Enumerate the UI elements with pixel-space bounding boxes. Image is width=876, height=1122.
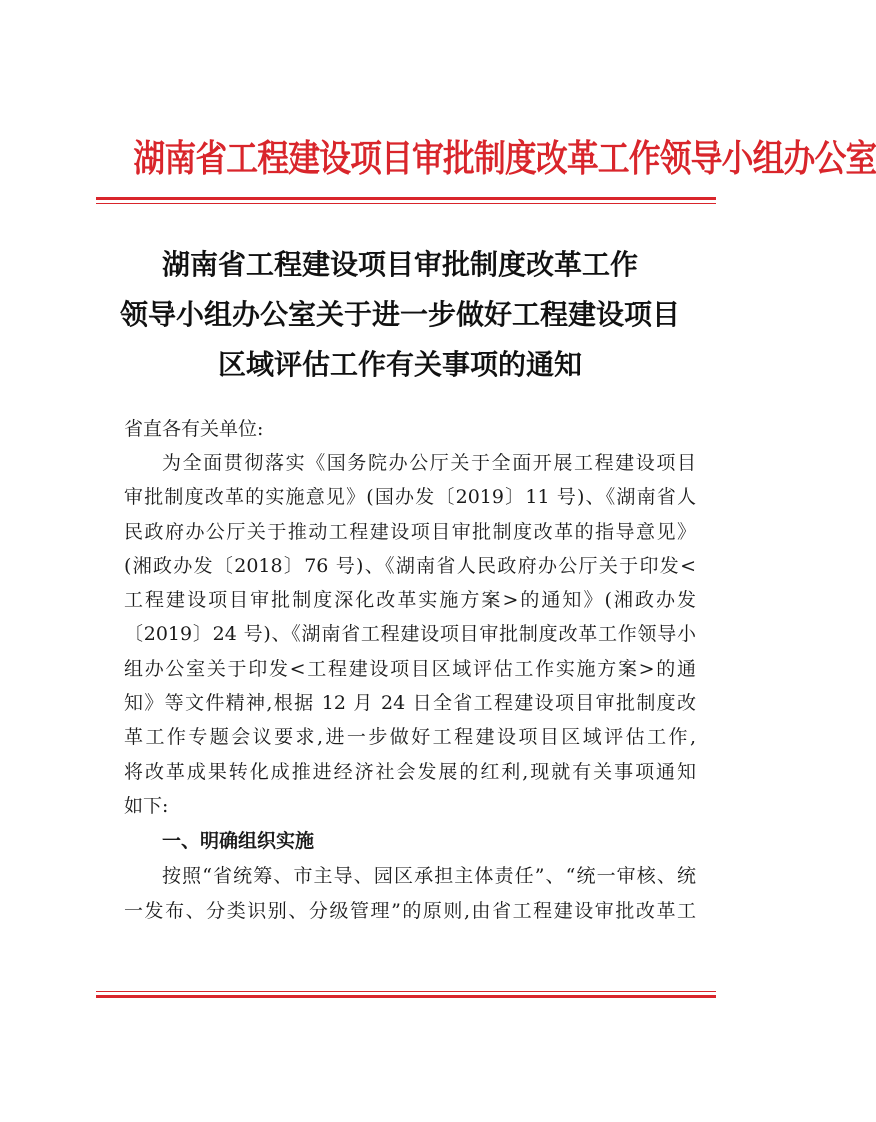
text-line: 将改革成果转化成推进经济社会发展的红利,现就有关事项通知 xyxy=(124,760,696,783)
text-line: 〔2019〕24 号)、《湖南省工程建设项目审批制度改革工作领导小 xyxy=(124,623,696,646)
header-rule-thin xyxy=(96,203,716,204)
text-line: 一发布、分类识别、分级管理”的原则,由省工程建设审批改革工 xyxy=(124,899,696,922)
text-line: (湘政办发〔2018〕76 号)、《湖南省人民政府办公厅关于印发< xyxy=(124,554,696,577)
header-rule-thick xyxy=(96,197,716,200)
text-line: 审批制度改革的实施意见》(国办发〔2019〕11 号)、《湖南省人 xyxy=(124,486,696,509)
footer-rule-thick xyxy=(96,995,716,998)
footer-rule-thin xyxy=(96,991,716,992)
paragraph-2 xyxy=(124,859,696,928)
section-heading-1: 一、明确组织实施 xyxy=(162,830,315,853)
text-line: 按照“省统筹、市主导、园区承担主体责任”、“统一审核、统 xyxy=(162,865,696,888)
salutation: 省直各有关单位: xyxy=(124,418,264,440)
text-line: 革工作专题会议要求,进一步做好工程建设项目区域评估工作, xyxy=(124,726,696,749)
text-line: 民政府办公厅关于推动工程建设项目审批制度改革的指导意见》 xyxy=(124,520,696,543)
title-line-1: 湖南省工程建设项目审批制度改革工作 xyxy=(161,248,638,281)
title-line-2: 领导小组办公室关于进一步做好工程建设项目 xyxy=(119,298,680,331)
text-line: 工程建设项目审批制度深化改革实施方案>的通知》(湘政办发 xyxy=(124,589,696,612)
document-title xyxy=(90,240,710,390)
paragraph-1 xyxy=(124,446,696,823)
text-line: 组办公室关于印发<工程建设项目区域评估工作实施方案>的通 xyxy=(124,657,696,680)
text-line: 为全面贯彻落实《国务院办公厅关于全面开展工程建设项目 xyxy=(162,452,696,474)
title-line-3: 区域评估工作有关事项的通知 xyxy=(217,348,582,381)
document-body xyxy=(124,412,696,928)
text-line: 知》等文件精神,根据 12 月 24 日全省工程建设项目审批制度改 xyxy=(124,692,696,715)
text-line: 如下: xyxy=(124,794,169,817)
header-org-name: 湖南省工程建设项目审批制度改革工作领导小组办公室 xyxy=(133,137,876,180)
